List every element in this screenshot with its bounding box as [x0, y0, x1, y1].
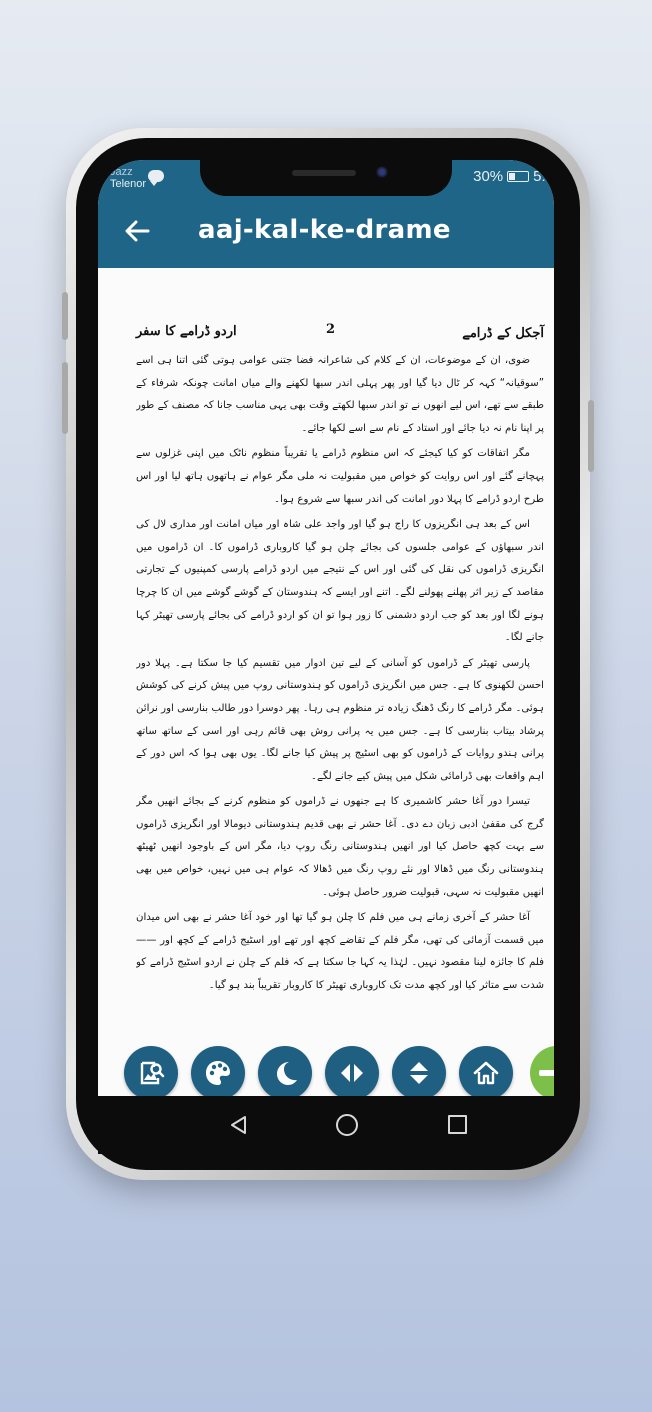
battery-percent: 30%: [473, 168, 504, 185]
back-arrow-icon[interactable]: [122, 216, 152, 246]
battery-icon: [507, 171, 529, 182]
home-button[interactable]: [459, 1046, 513, 1096]
carrier-top: Jazz: [110, 166, 133, 178]
volume-button: [62, 292, 68, 340]
header-book-title: اردو ڈرامے کا سفر: [136, 324, 237, 339]
moon-icon: [270, 1058, 300, 1088]
image-search-icon: [136, 1058, 166, 1088]
page-header: [136, 320, 544, 344]
page-title: aaj-kal-ke-drame: [198, 215, 451, 245]
zoom-out-button[interactable]: [530, 1046, 554, 1096]
paragraph: پارسی تھیٹر کے ڈراموں کو آسانی کے لیے تین ادوار میں تقسیم کیا جا سکتا ہے۔ پہلا دور احسن لکھنوی کا ہے۔ جس میں انگریزی ڈراموں کو ہندوستانی روپ میں پیش کرنے کی کوشش ہوئی۔ مگر ڈرامے کا رنگ ڈھنگ زیادہ تر منظوم ہی رہا۔ پھر دوسرا دور طالب بنارسی اور نرائن پرشاد بیتاب بنارسی کا ہے۔ جس میں یہ پرانی روش بھی قائم رہی اور اسی کے ساتھ ساتھ پرانی ہندو روایات کے ڈراموں کو بھی اسٹیج پر پیش کیا جانے لگا۔ یوں بھی ہوا کہ اس دور کے اہم واقعات بھی ڈرامائی شکل میں پیش کیے جانے لگے۔: [136, 657, 544, 782]
status-right: [473, 168, 554, 185]
document-page[interactable]: [98, 268, 554, 1096]
vertical-scroll-button[interactable]: [392, 1046, 446, 1096]
paragraph: ضوی، ان کے موضوعات، ان کے کلام کی شاعرانہ فضا جتنی عوامی ہوتی گئی اتنا ہی اسے ”سوقیانہ“ کہہ کر ٹال دیا گیا اور پھر پہلی اندر سبھا لکھنے والے میاں امانت چونکہ شرفاء کے طبقے سے تھے، اس لیے انھوں نے تو اندر سبھا لکھتے وقت بھی یہی مناسب جانا کہ مصنف کے طور پر اپنا نام نہ دیا جائے اور استاد کے نام سے اسے لکھا جائے۔: [136, 355, 544, 434]
theme-button[interactable]: [191, 1046, 245, 1096]
header-chapter-title: آجکل کے ڈرامے: [462, 326, 544, 341]
power-button: [588, 400, 594, 472]
screen: [98, 160, 554, 1096]
front-camera: [376, 166, 388, 178]
night-mode-button[interactable]: [258, 1046, 312, 1096]
nav-recents-icon[interactable]: [448, 1115, 467, 1134]
status-carrier: [110, 166, 146, 190]
paragraph: مگر اتفاقات کو کیا کیجئے کہ اس منظوم ڈرامے یا تقریباً منظوم ناٹک میں اپنی غزلوں سے پہچانے گئے اور اس روایت کو خواص میں مقبولیت نہ ملی مگر عوام نے ہاتھوں ہاتھ لیا اور اس طرح اردو ڈرامے کا پہلا دور امانت کی اندر سبھا سے شروع ہوا۔: [136, 448, 544, 505]
image-search-button[interactable]: [124, 1046, 178, 1096]
nav-back-icon[interactable]: [228, 1114, 250, 1136]
vertical-arrows-icon: [404, 1058, 434, 1088]
notch: [200, 160, 452, 196]
horizontal-arrows-icon: [337, 1058, 367, 1088]
carrier-name: Telenor: [110, 178, 147, 190]
paragraph: اس کے بعد ہی انگریزوں کا راج ہو گیا اور واجد علی شاہ اور میاں امانت اور مداری لال کی اندر سبھاؤں کے عوامی جلسوں کی بجائے چلن ہو گیا کاروباری ڈراموں کا۔ ان ڈراموں میں انگریزی ڈراموں کی نقل کی گئی اور اس کے نتیجے میں اردو ڈرامے پارسی کمپنیوں کے تجارتی مقاصد کے زیر اثر پھلنے پھولنے لگے۔ اتنے اور ایسے کہ ہندوستان کے گوشے گوشے میں ان کا چرچا ہونے لگا اور بعد کو جب اردو دشمنی کا زور ہوا تو ان کو اردو ڈرامے کی بجائے پارسی تھیٹر کہا جانے لگا۔: [136, 519, 544, 644]
status-time: 5:1: [533, 168, 554, 185]
paragraph: تیسرا دور آغا حشر کاشمیری کا ہے جنھوں نے ڈراموں کو منظوم کرنے کے بجائے انھیں مگر گرج کی مقفیٰ ادبی زبان دے دی۔ آغا حشر نے بھی قدیم ہندوستانی دیومالا اور انگریزی ڈراموں سے بہت کچھ حاصل کیا اور انھیں ہندوستانی رنگ روپ دیا، مگر اس کے باوجود انھیں ٹھیٹھ ہندوستانی رنگ میں ڈھالا اور نئے روپ رنگ میں ڈھالا کہ عوام ہی میں نہیں، خواص میں بھی انھیں مقبولیت نہ سہی، قبولیت ضرور حاصل ہوئی۔: [136, 796, 544, 898]
page-body-text: [136, 350, 544, 1030]
palette-icon: [203, 1058, 233, 1088]
home-icon: [471, 1058, 501, 1088]
reader-toolbar: [124, 1046, 554, 1096]
speaker: [292, 170, 356, 176]
android-nav-bar: [98, 1096, 554, 1154]
volume-button: [62, 362, 68, 434]
horizontal-scroll-button[interactable]: [325, 1046, 379, 1096]
paragraph: آغا حشر کے آخری زمانے ہی میں فلم کا چلن ہو گیا تھا اور خود آغا حشر نے بھی اس میدان میں قسمت آزمائی کی تھی، مگر فلم کے تقاضے کچھ اور تھے اور اسٹیج ڈرامے کے کچھ اور —— فلم کا جائزہ لینا مقصود نہیں۔ لہٰذا یہ کہا جا سکتا ہے کہ فلم کے چلن نے اردو اسٹیج ڈرامے کو شدت سے متاثر کیا اور کچھ مدت تک کاروباری تھیٹر کا کاروبار تقریباً بند ہو گیا۔: [136, 912, 544, 992]
page-number: 2: [326, 322, 336, 337]
chat-notification-icon: [148, 170, 164, 182]
nav-home-icon[interactable]: [336, 1114, 358, 1136]
app-bar: [98, 160, 554, 268]
